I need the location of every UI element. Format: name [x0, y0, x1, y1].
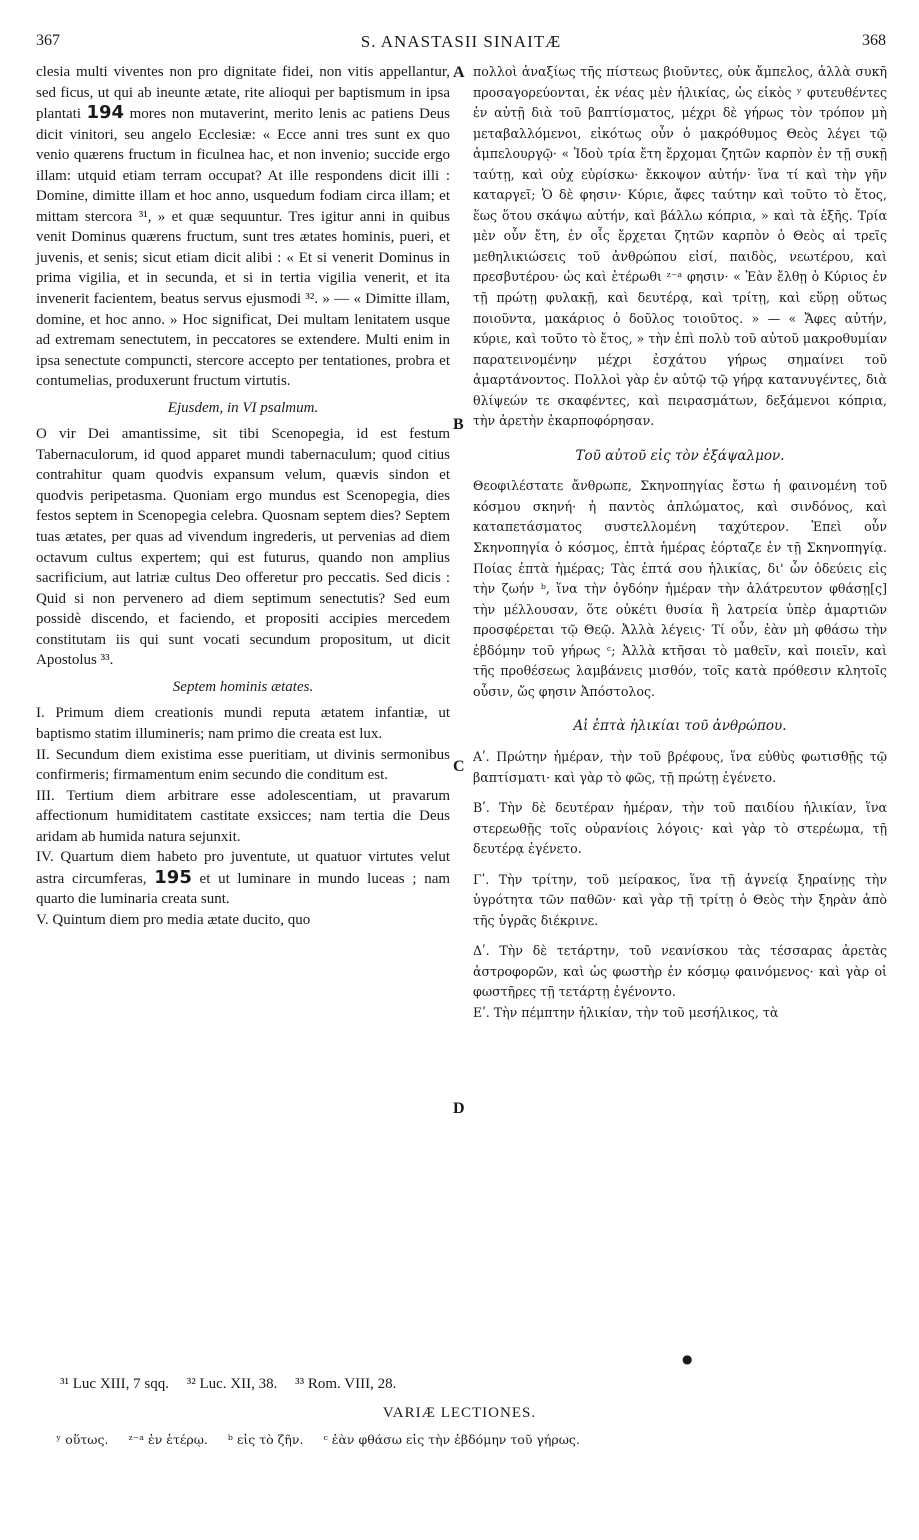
greek-paragraph: πολλοὶ ἀναξίως τῆς πίστεως βιοῦντες, οὐκ ἄμπελος, ἀλλὰ συκῆ προσαγορεύονται, ἐκ νέας μὲν ἡλικίας, ὡς εἰκὸς ʸ φυτευθέντες ἐν αὐτῇ διὰ τοῦ βαπτίσματος, μέχρι δὲ γήρως τὸν τρόπον μὴ μεταβαλλόμενοι, εἰκότως οὖν ὁ μακρόθυμος Θεὸς λέγει τῷ ἀμπελουργῷ· « Ἰδοὺ τρία ἔτη ἔρχομαι ζητῶν καρπὸν ἐν τῇ συκῇ ταύτῃ, καὶ οὐχ εὑρίσκω· ἔκκοψον αὐτήν· ἵνα τί καὶ τὴν γῆν καταργεῖ; Ὁ δὲ φησιν· Κύριε, ἄφες ταύτην καὶ τοῦτο τὸ ἔτος, ἕως ὅτου σκάψω αὐτήν, καὶ βάλλω κόπρια, » καὶ τὰ ἑξῆς. Τρία μὲν οὖν ἔτη, ἐν οἷς ἔρχεται ζητῶν καρπὸν ὁ Θεὸς αἱ τρεῖς μεθηλικιώσεις τοῦ ἀνθρώπου εἰσί, παιδὸς, νεωτέρου, καὶ πρεσβυτέρου· ὡς καὶ ἑτέρωθι ᶻ⁻ᵃ φησιν· « Ἐὰν ἔλθῃ ὁ Κύριος ἐν τῇ πρώτῃ φυλακῇ, καὶ δευτέρᾳ, καὶ τρίτῃ, καὶ εὕρῃ οὕτως ποιοῦντα, μακάριος ὁ δοῦλος τοιοῦτος. » — « Ἄφες αὐτήν, κύριε, καὶ τοῦτο τὸ ἔτος, » τὴν ἐπὶ πολὺ τοῦ αὐτοῦ μακροθυμίαν παρατεινομένην μέχρι ἐσχάτου γήρως σημαίνει τοῦ ἁμαρτάνοντος. Πολλοὶ γὰρ ἐν αὐτῷ τῷ γήρᾳ κατανυγέντες, διὰ θλίψεών τε σκαφέντες, καὶ πειρασμάτων, δεξάμενοι κόπρια, τὴν ἀρετὴν ἐκαρποφόρησαν. [473, 64, 887, 429]
latin-heading-ages: Septem hominis ætates. [172, 678, 314, 695]
footnote: ³² Luc. XII, 38. [186, 1376, 278, 1392]
section-markers [447, 62, 471, 1142]
marker-a: A [453, 64, 465, 81]
marker-d: D [453, 1100, 465, 1117]
bullet-mark: ● [682, 1352, 693, 1366]
greek-age-3: Γʹ. Τὴν τρίτην, τοῦ μείρακος, ἵνα τῇ ἁγνείᾳ ξηραίνῃς τὴν ὑγρότητα τῶν παθῶν· καὶ γὰρ τῇ τρίτῃ ὁ Θεὸς τὴν ξηρὰν ἀπὸ τῆς ὑγρᾶς διέκρινε. [473, 871, 887, 928]
latin-age-2: II. Secundum diem existima esse pueritiam, ut divinis sermonibus confirmeris; firmamentum enim secundo die conditum est. [36, 746, 450, 784]
marker-c: C [453, 758, 465, 775]
variae-lectiones-title: VARIÆ LECTIONES. [382, 1405, 537, 1421]
latin-paragraph-2: O vir Dei amantissime, sit tibi Scenopegia, id est festum Tabernaculorum, id quod apparet mundi tabernaculum; quod citius contrahitur quam quodvis expansum velum, quævis sindon et quodvis peripetasma. Quoniam ergo mundus est Scenopegia, dies festos septem in Scenopegia celebra. Quosnam septem dies? Septem tuas ætates, per quas ad vivendum ingrederis, ut pervenias ad diem octavum cultus expertem; qui est futurus, quando non amplius sacrificium, aut latriæ cultus Deo offeretur pro peccatis. Sed dicis : Quid si non pervenero ad diem septimum senectutis? Sed eum possidè discendo, et faciendo, et propositi accipies mercedem constitutam iis qui sunt vocati secundum propositum, ut dicit Apostolus ³³. [36, 426, 450, 669]
running-title: S. ANASTASII SINAITÆ [360, 32, 562, 51]
marker-b: B [453, 416, 464, 433]
latin-age-3: III. Tertium diem arbitrare esse adolescentiam, ut pravarum affectionum humiditatem castitate exsicces; nam tertia die Deus aridam ab humida natura sejunxit. [36, 787, 450, 845]
greek-column [473, 62, 887, 1024]
variant-reading: ᶜ ἐὰν φθάσω εἰς τὴν ἑβδόμην τοῦ γήρως. [323, 1432, 580, 1447]
latin-paragraph: clesia multi viventes non pro dignitate fidei, non vitis appellantur, sed ficus, ut qui ab ineunte ætate, rite alioqui per baptismum in ipsa plantati 194 mores non mutaverint, merito lenis ac patiens Deus dicit vinitori, seu angelo Ecclesiæ: « Ecce anni tres sunt ex quo venio quærens fructum in ficulnea hac, et non invenio; succide ergo illam: utquid etiam terram occupat? At ille respondens dicit illi : Domine, dimitte illam et hoc anno, usquedum fodiam circa illam; et mittam stercora ³¹, » et quæ sequuntur. Tres igitur anni in quibus venit Dominus quærens fructum, sunt tres ætates hominis, pueri, et juvenis, et senis; sicut etiam dicit alibi : « Et si venerit Dominus in prima vigilia, et in secunda, et si in tertia vigilia venerit, et ita invenerit facientem, beatus servus ejusmodi ³². » — « Dimitte illam, domine, et hoc anno. » Hoc significat, Dei multam lenitatem usque ad extremam senectutem, in peccatores se extendere. Multi enim in ipsa senectute compuncti, stercore accepto per tentationes, probra et contumelias, produxerunt fructum virtutis. [36, 64, 451, 390]
greek-age-2: Βʹ. Τὴν δὲ δευτέραν ἡμέραν, τὴν τοῦ παιδίου ἡλικίαν, ἵνα στερεωθῇς τοῖς οὐρανίοις λόγοις· καὶ γὰρ τὸ στερέωμα, τῇ δευτέρᾳ ἐγένετο. [473, 800, 887, 857]
greek-age-4: Δʹ. Τὴν δὲ τετάρτην, τοῦ νεανίσκου τὰς τέσσαρας ἀρετὰς ἀστροφορῶν, καὶ ὡς φωστὴρ ἐν κόσμῳ φαινόμενος· καὶ γὰρ οἱ φωστῆρες τῇ τετάρτῃ ἐγένοντο. [473, 943, 887, 1000]
latin-heading-psalm: Ejusdem, in VI psalmum. [167, 399, 319, 416]
page-number-left: 367 [36, 32, 60, 49]
footnote: ³³ Rom. VIII, 28. [295, 1376, 397, 1392]
latin-age-4: IV. Quartum diem habeto pro juventute, ut quatuor virtutes velut astra circumferas, 195 et ut luminare in mundo luceas ; nam quarto die luminaria creata sunt. [36, 849, 451, 908]
latin-age-5: V. Quintum diem pro media ætate ducito, quo [36, 911, 311, 928]
variant-reading: ʸ οὕτως. [56, 1432, 109, 1447]
greek-heading-psalm: Τοῦ αὐτοῦ εἰς τὸν ἑξάψαλμον. [575, 447, 785, 464]
variant-reading: ᵇ εἰς τὸ ζῆν. [227, 1432, 304, 1447]
page-number-right: 368 [862, 32, 886, 49]
greek-paragraph-2: Θεοφιλέστατε ἄνθρωπε, Σκηνοπηγίας ἔστω ἡ φαινομένη τοῦ κόσμου σκηνή· ἡ παντὸς ἁπλώματος, καὶ σινδόνος, καὶ καταπετάσματος συστελλομένη ταχύτερον. Ἐπεὶ οὖν Σκηνοπηγία ὁ κόσμος, ἑπτὰ ἡμέρας ἑόρταζε ἐν τῇ Σκηνοπηγίᾳ. Ποίας ἑπτὰ ἡμέρας; Τὰς ἑπτά σου ἡλικίας, δι' ὧν ὁδεύεις εἰς τὴν ζωήν ᵇ, ἵνα τὴν ὀγδόην ἡμέραν τὴν ἀλάτρευτον φθάσῃ[ς] τὴν μέλλουσαν, ὅτε οὐκέτι θυσία ἢ λατρεία ὑπὲρ ἁμαρτιῶν προσφέρεται τῷ Θεῷ. Ἀλλὰ λέγεις· Τί οὖν, ἐὰν μὴ φθάσω τὴν ἑβδόμην τοῦ γήρως ᶜ; Ἀλλὰ κτῆσαι τὸ μαθεῖν, καὶ ποιεῖν, καὶ τῆς προθέσεως λαμβάνεις μισθόν, τοῖς κατὰ πρόθεσιν κλητοῖς οὖσιν, ὥς φησιν Ἀπόστολος. [473, 478, 887, 699]
latin-age-1: I. Primum diem creationis mundi reputa ætatem infantiæ, ut baptismo statim illumineris; nam primo die creata est lux. [36, 705, 450, 742]
greek-age-1: Αʹ. Πρώτην ἡμέραν, τὴν τοῦ βρέφους, ἵνα εὐθὺς φωτισθῇς τῷ βαπτίσματι· καὶ γὰρ τὸ φῶς, τῇ πρώτῃ ἐγένετο. [473, 748, 887, 785]
footnote: ³¹ Luc XIII, 7 sqq. [60, 1376, 169, 1392]
margin-number-194: 194 [86, 102, 125, 124]
page-header [36, 32, 886, 58]
footnotes [60, 1376, 880, 1393]
greek-age-5: Εʹ. Τὴν πέμπτην ἡλικίαν, τὴν τοῦ μεσήλικος, τὰ [473, 1004, 779, 1020]
latin-column [36, 62, 450, 930]
greek-heading-ages: Αἱ ἑπτὰ ἡλικίαι τοῦ ἀνθρώπου. [573, 718, 787, 735]
variant-reading: ᶻ⁻ᵃ ἐν ἑτέρῳ. [128, 1432, 208, 1447]
variae-lectiones [56, 1432, 896, 1447]
margin-number-195: 195 [154, 866, 192, 888]
